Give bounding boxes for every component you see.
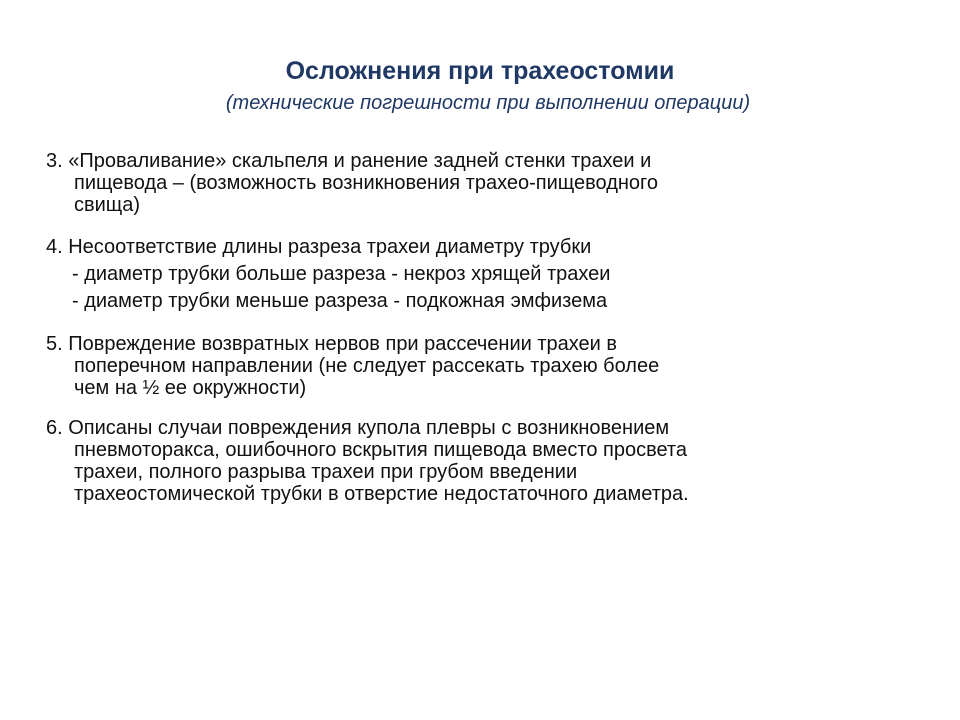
list-item-continuation: трахеи, полного разрыва трахеи при грубом введении bbox=[74, 461, 578, 483]
list-item-text: 4. Несоответствие длины разреза трахеи диаметру трубки bbox=[46, 236, 592, 258]
list-item-continuation: свища) bbox=[74, 194, 141, 216]
list-item-text: 6. Описаны случаи повреждения купола плевры с возникновением bbox=[46, 417, 670, 439]
list-item-text: 5. Повреждение возвратных нервов при рассечении трахеи в bbox=[46, 333, 618, 355]
list-item-3 bbox=[46, 150, 926, 216]
slide-subtitle: (технические погрешности при выполнении операции) bbox=[225, 92, 751, 114]
sub-item: - диаметр трубки меньше разреза - подкожная эмфизема bbox=[72, 290, 608, 312]
list-item-continuation: поперечном направлении (не следует рассекать трахею более bbox=[74, 355, 660, 377]
sub-item: - диаметр трубки больше разреза - некроз хрящей трахеи bbox=[72, 263, 611, 285]
list-item-text: 3. «Проваливание» скальпеля и ранение задней стенки трахеи и bbox=[46, 150, 652, 172]
slide-body bbox=[46, 150, 926, 523]
list-item-continuation: чем на ½ ее окружности) bbox=[74, 377, 307, 399]
list-item-continuation: трахеостомической трубки в отверстие недостаточного диаметра. bbox=[74, 483, 689, 505]
list-item-continuation: пищевода – (возможность возникновения трахео-пищеводного bbox=[74, 172, 659, 194]
list-item-6 bbox=[46, 417, 926, 505]
list-item-continuation: пневмоторакса, ошибочного вскрытия пищевода вместо просвета bbox=[74, 439, 687, 461]
list-item-5 bbox=[46, 333, 926, 399]
slide-title: Осложнения при трахеостомии bbox=[285, 57, 675, 85]
list-item-4 bbox=[46, 234, 926, 315]
